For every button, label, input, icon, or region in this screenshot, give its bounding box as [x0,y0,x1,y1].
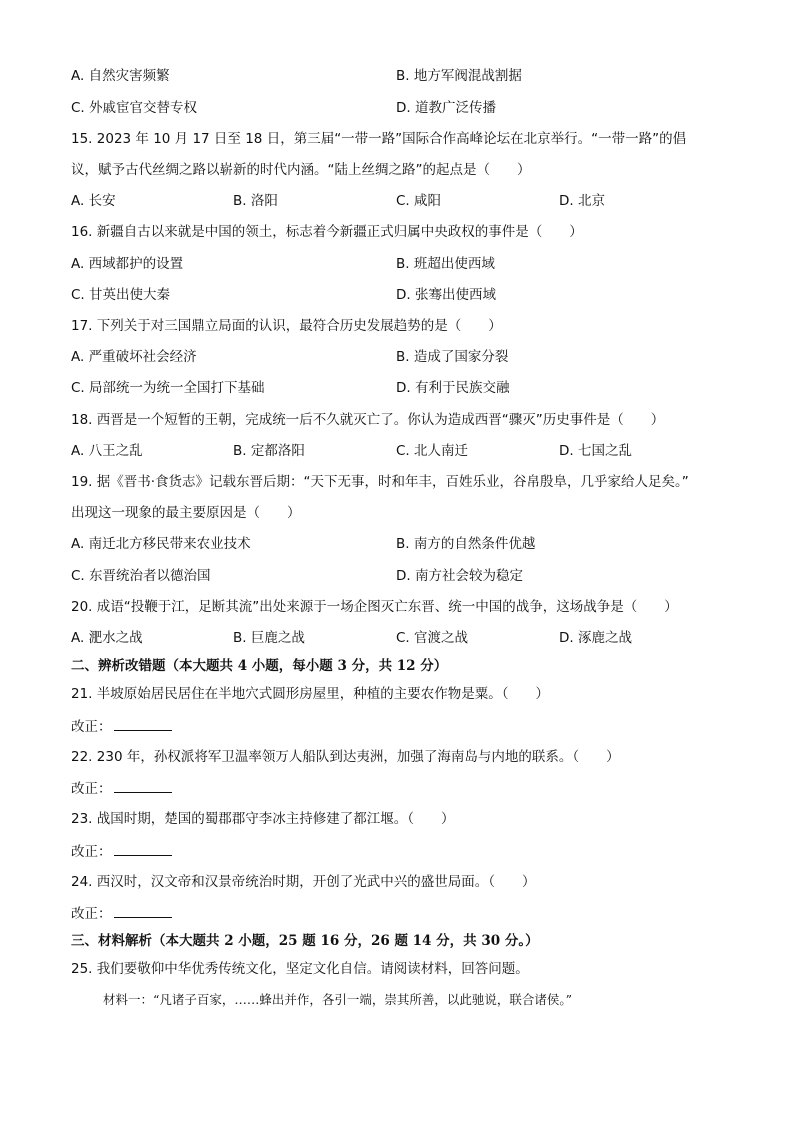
q14-option-d: D. 道教广泛传播 [396,100,496,116]
correction-blank[interactable] [114,841,172,856]
q20-option-a: A. 淝水之战 [71,630,143,646]
q24-correction [71,903,172,924]
q21-statement: 21. 半坡原始居民居住在半地穴式圆形房屋里，种植的主要农作物是粟。（ ） [71,686,550,702]
q20-option-d: D. 涿鹿之战 [559,630,632,646]
q19-stem-line1: 19. 据《晋书·食货志》记载东晋后期：“天下无事，时和年丰，百姓乐业，谷帛殷阜，几乎家给人足矣。” [71,474,689,490]
q22-statement: 22. 230 年，孙权派将军卫温率领万人船队到达夷洲，加强了海南岛与内地的联系。（ ） [71,749,620,765]
q17-option-a: A. 严重破坏社会经济 [71,349,197,365]
q16-option-c: C. 甘英出使大秦 [71,287,171,303]
q20-option-c: C. 官渡之战 [396,630,469,646]
correction-label: 改正： [71,781,112,797]
correction-label: 改正： [71,844,112,860]
q17-option-d: D. 有利于民族交融 [396,380,510,396]
q19-option-b: B. 南方的自然条件优越 [396,536,536,552]
correction-blank[interactable] [114,778,172,793]
q16-option-b: B. 班超出使西域 [396,256,495,272]
material-1: 材料一：“凡诸子百家，……蜂出并作，各引一端，崇其所善，以此驰说，联合诸侯。” [103,992,573,1007]
q25-stem: 25. 我们要敬仰中华优秀传统文化，坚定文化自信。请阅读材料，回答问题。 [71,961,529,977]
q20-option-b: B. 巨鹿之战 [233,630,305,646]
q15-option-a: A. 长安 [71,193,116,209]
q17-option-c: C. 局部统一为统一全国打下基础 [71,380,265,396]
q15-option-d: D. 北京 [559,193,605,209]
correction-blank[interactable] [114,716,172,731]
q21-correction [71,716,172,737]
correction-label: 改正： [71,719,112,735]
q24-statement: 24. 西汉时，汉文帝和汉景帝统治时期，开创了光武中兴的盛世局面。（ ） [71,874,536,890]
q23-statement: 23. 战国时期，楚国的蜀郡郡守李冰主持修建了都江堰。（ ） [71,811,455,827]
q15-option-b: B. 洛阳 [233,193,278,209]
q16-stem: 16. 新疆自古以来就是中国的领土，标志着今新疆正式归属中央政权的事件是（ ） [71,224,583,240]
q18-option-d: D. 七国之乱 [559,443,632,459]
q18-option-c: C. 北人南迁 [396,443,469,459]
correction-label: 改正： [71,906,112,922]
q17-option-b: B. 造成了国家分裂 [396,349,509,365]
q19-option-c: C. 东晋统治者以德治国 [71,568,211,584]
q23-correction [71,841,172,862]
section-2-title: 二、辨析改错题（本大题共 4 小题，每小题 3 分，共 12 分） [71,658,448,674]
q17-stem: 17. 下列关于对三国鼎立局面的认识，最符合历史发展趋势的是（ ） [71,318,502,334]
q14-option-c: C. 外戚宦官交替专权 [71,100,198,116]
q14-option-b: B. 地方军阀混战割据 [396,68,522,84]
q19-stem-line2: 出现这一现象的最主要原因是（ ） [71,505,301,521]
q20-stem: 20. 成语“投鞭于江，足断其流”出处来源于一场企图灭亡东晋、统一中国的战争，这场战争是（ ） [71,599,678,615]
q18-option-b: B. 定都洛阳 [233,443,305,459]
q18-option-a: A. 八王之乱 [71,443,143,459]
q16-option-a: A. 西域都护的设置 [71,256,184,272]
q15-stem-line2: 议，赋予古代丝绸之路以崭新的时代内涵。“陆上丝绸之路”的起点是（ ） [71,162,531,178]
q15-option-c: C. 咸阳 [396,193,442,209]
q19-option-a: A. 南迁北方移民带来农业技术 [71,536,251,552]
q14-option-a: A. 自然灾害频繁 [71,68,170,84]
q16-option-d: D. 张骞出使西域 [396,287,496,303]
correction-blank[interactable] [114,903,172,918]
q18-stem: 18. 西晋是一个短暂的王朝，完成统一后不久就灭亡了。你认为造成西晋“骤灭”历史事件是（ ） [71,412,665,428]
q19-option-d: D. 南方社会较为稳定 [396,568,523,584]
q15-stem-line1: 15. 2023 年 10 月 17 日至 18 日，第三届“一带一路”国际合作高峰论坛在北京举行。“一带一路”的倡 [71,131,687,147]
section-3-title: 三、材料解析（本大题共 2 小题，25 题 16 分，26 题 14 分，共 30 分。） [71,933,539,949]
q22-correction [71,778,172,799]
